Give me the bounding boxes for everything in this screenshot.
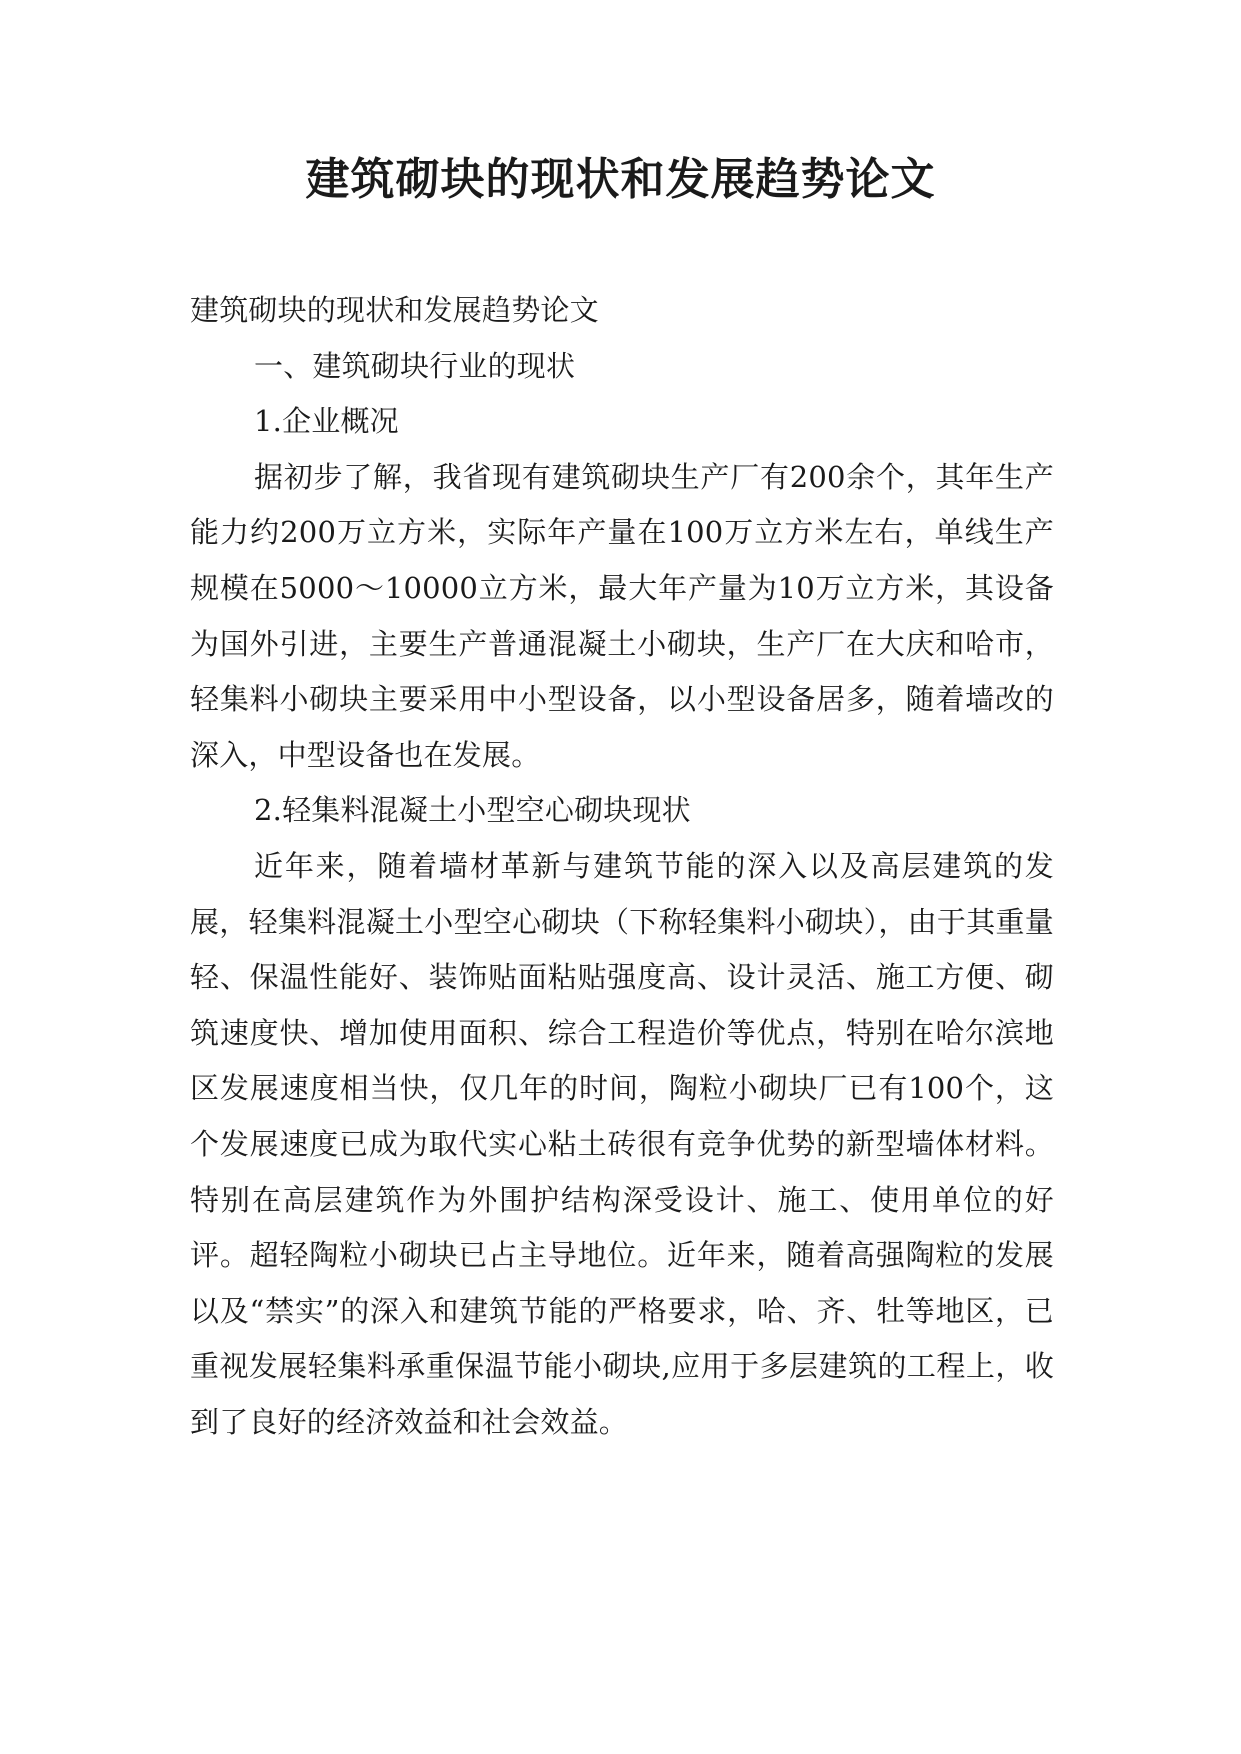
document-body xyxy=(190,283,1054,1450)
document-title: 建筑砌块的现状和发展趋势论文 xyxy=(305,154,936,205)
body-heading: 建筑砌块的现状和发展趋势论文 xyxy=(190,293,599,327)
section-heading-1: 一、建筑砌块行业的现状 xyxy=(254,348,576,383)
subsection-heading-2: 2.轻集料混凝土小型空心砌块现状 xyxy=(254,793,691,828)
paragraph-lightweight-block-status: 近年来，随着墙材革新与建筑节能的深入以及高层建筑的发展，轻集料混凝土小型空心砌块（下称轻集料小砌块），由于其重量轻、保温性能好、装饰贴面粘贴强度高、设计灵活、施工方便、砌筑速度快、增加使用面积、综合工程造价等优点，特别在哈尔滨地区发展速度相当快，仅几年的时间，陶粒小砌块厂已有100个，这个发展速度已成为取代实心粘土砖很有竞争优势的新型墙体材料。特别在高层建筑作为外围护结构深受设计、施工、使用单位的好评。超轻陶粒小砌块已占主导地位。近年来，随着高强陶粒的发展以及“禁实”的深入和建筑节能的严格要求，哈、齐、牡等地区，已重视发展轻集料承重保温节能小砌块,应用于多层建筑的工程上，收到了良好的经济效益和社会效益。 xyxy=(190,848,1054,1439)
paragraph-enterprise-overview: 据初步了解，我省现有建筑砌块生产厂有200余个，其年生产能力约200万立方米，实际年产量在100万立方米左右，单线生产规模在5000～10000立方米，最大年产量为10万立方米，其设备为国外引进，主要生产普通混凝土小砌块，生产厂在大庆和哈市，轻集料小砌块主要采用中小型设备，以小型设备居多，随着墙改的深入，中型设备也在发展。 xyxy=(190,459,1054,772)
subsection-heading-1: 1.企业概况 xyxy=(254,404,399,439)
